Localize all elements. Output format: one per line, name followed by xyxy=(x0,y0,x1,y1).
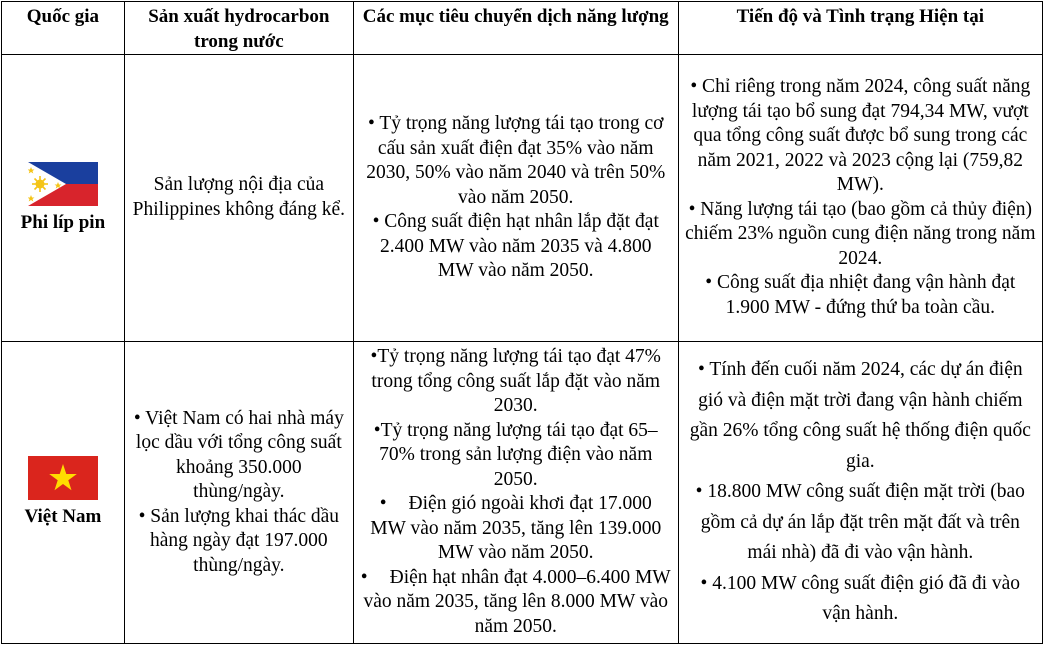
target-item: •Tỷ trọng năng lượng tái tạo đạt 47% trong tổng công suất lắp đặt vào năm 2030. xyxy=(370,346,661,417)
production-text: Sản lượng nội địa của Philippines không đáng kể. xyxy=(132,174,345,220)
energy-transition-table xyxy=(1,1,1043,644)
progress-item: • Công suất địa nhiệt đang vận hành đạt 1.900 MW - đứng thứ ba toàn cầu. xyxy=(705,272,1016,318)
target-item-text: Điện gió ngoài khơi đạt 17.000 MW vào năm 2035, tăng lên 139.000 MW vào năm 2050. xyxy=(370,493,662,564)
progress-item: • 18.800 MW công suất điện mặt trời (bao gồm cả dự án lắp đặt trên mặt đất và trên mái nhà) đã đi vào vận hành. xyxy=(695,481,1025,563)
progress-item: • 4.100 MW công suất điện gió đã đi vào vận hành. xyxy=(700,572,1021,624)
production-item: • Sản lượng khai thác dầu hàng ngày đạt 197.000 thùng/ngày. xyxy=(138,505,340,576)
header-progress: Tiến độ và Tình trạng Hiện tại xyxy=(678,2,1042,55)
country-name-philippines: Phi líp pin xyxy=(20,211,106,233)
target-item: •Tỷ trọng năng lượng tái tạo đạt 65–70% trong sản lượng điện vào năm 2050. xyxy=(373,419,658,490)
table-row-vietnam xyxy=(2,341,1043,643)
targets-cell-vietnam xyxy=(353,341,678,643)
target-item: • Tỷ trọng năng lượng tái tạo trong cơ cấu sản xuất điện đạt 35% vào năm 2030, 50% vào năm 2040 và trên 50% vào năm 2050. xyxy=(366,113,666,208)
production-item: • Việt Nam có hai nhà máy lọc dầu với tổng công suất khoảng 350.000 thùng/ngày. xyxy=(133,407,344,502)
header-row xyxy=(2,2,1043,55)
production-cell-philippines xyxy=(124,55,353,341)
table-row-philippines xyxy=(2,55,1043,341)
target-item xyxy=(360,566,672,640)
vietnam-flag-icon xyxy=(28,456,98,500)
target-item: • Công suất điện hạt nhân lắp đặt đạt 2.400 MW vào năm 2035 và 4.800 MW vào năm 2050. xyxy=(372,211,659,282)
production-cell-vietnam xyxy=(124,341,353,643)
progress-cell-vietnam xyxy=(678,341,1042,643)
header-country: Quốc gia xyxy=(2,2,125,55)
progress-item: • Chỉ riêng trong năm 2024, công suất năng lượng tái tạo bổ sung đạt 794,34 MW, vượt qua tổng công suất được bổ sung trong các năm 2021, 2022 và 2023 cộng lại (759,82 MW). xyxy=(690,76,1031,196)
country-cell-vietnam xyxy=(2,341,125,643)
progress-item: • Tính đến cuối năm 2024, các dự án điện gió và điện mặt trời đang vận hành chiếm gần 26% tổng công suất hệ thống điện quốc gia. xyxy=(689,359,1031,472)
progress-cell-philippines xyxy=(678,55,1042,341)
target-item xyxy=(360,492,672,566)
targets-cell-philippines xyxy=(353,55,678,341)
country-cell-philippines xyxy=(2,55,125,341)
bullet: • xyxy=(360,566,368,588)
header-targets: Các mục tiêu chuyển dịch năng lượng xyxy=(353,2,678,55)
bullet: • xyxy=(379,493,387,515)
target-item-text: Điện hạt nhân đạt 4.000–6.400 MW vào năm 2035, tăng lên 8.000 MW vào năm 2050. xyxy=(363,566,671,637)
country-name-vietnam: Việt Nam xyxy=(24,506,102,528)
philippines-flag-icon xyxy=(28,162,98,206)
progress-item: • Năng lượng tái tạo (bao gồm cả thủy điện) chiếm 23% nguồn cung điện năng trong năm 2024. xyxy=(685,198,1036,269)
header-production: Sản xuất hydrocarbon trong nước xyxy=(124,2,353,55)
